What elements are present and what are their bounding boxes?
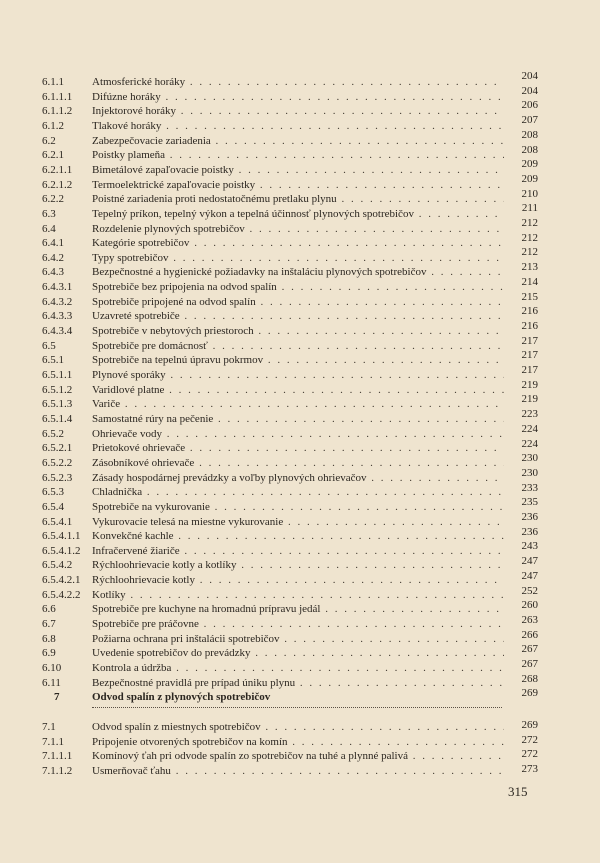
toc-entry	[42, 187, 542, 206]
toc-entry	[42, 70, 542, 89]
chapter-number: 7	[54, 691, 60, 703]
toc-entry-title: Bezpečnostné pravidlá pre prípad úniku plynu . . .	[92, 676, 504, 690]
toc-entry	[42, 658, 542, 675]
toc-entry	[42, 114, 542, 133]
toc-entry-page: 267	[521, 658, 538, 670]
toc-entry-title: Odvod spalín z miestnych spotrebičov . . .	[92, 720, 504, 734]
toc-entry-page: 208	[521, 143, 538, 156]
toc-entry-page: 252	[521, 584, 538, 597]
toc-entry-page: 272	[521, 733, 538, 746]
toc-entry-number: 6.5.1.3	[42, 398, 73, 411]
toc-entry-page: 243	[521, 540, 538, 553]
toc-entry-page: 209	[521, 158, 538, 171]
toc-entry-number: 6.3	[42, 207, 56, 220]
toc-entry-title: Poistné zariadenia proti nedostatočnému pretlaku plynu . . .	[92, 192, 504, 206]
toc-entry-page: 216	[521, 319, 538, 332]
toc-entry	[42, 437, 542, 455]
toc-entry-title: Chladnička . . .	[92, 485, 504, 499]
toc-entry-title: Rýchloohrievacie kotly . . .	[92, 573, 504, 587]
toc-entry-title: Uzavreté spotrebiče . . .	[92, 309, 504, 323]
toc-entry-page: 230	[521, 466, 538, 479]
toc-entry-title: Poistky plameňa . . .	[92, 148, 504, 162]
toc-entry-number: 6.7	[42, 618, 56, 631]
toc-entry-number: 6.6	[42, 603, 56, 616]
toc-entry-number: 7.1	[42, 721, 56, 733]
toc-entry-page: 272	[521, 748, 538, 761]
toc-entry-title: Tepelný príkon, tepelný výkon a tepelná účinnosť plynových spotrebičov . . .	[92, 207, 504, 221]
toc-entry-number: 6.10	[42, 662, 62, 674]
toc-entry-title: Kategórie spotrebičov . . .	[92, 236, 504, 250]
toc-entry-number: 6.1.1	[42, 76, 64, 88]
toc-entry-number: 6.5.2.3	[42, 471, 73, 484]
toc-entry-number: 6.5.2.1	[42, 442, 73, 455]
toc-entry-page: 219	[521, 378, 538, 391]
toc-entry-number: 6.2.1.1	[42, 163, 73, 176]
toc-entry-page: 211	[521, 202, 538, 215]
toc-entry	[42, 319, 542, 338]
toc-entry	[42, 584, 542, 602]
toc-entry-page: 212	[521, 217, 538, 229]
toc-entry-page: 269	[521, 719, 538, 731]
toc-entry	[42, 128, 542, 148]
toc-entry-page: 216	[521, 305, 538, 318]
toc-entry-page: 212	[521, 246, 538, 259]
toc-entry-page: 204	[521, 70, 538, 82]
toc-entry-number: 6.2	[42, 134, 56, 147]
toc-entry-page: 224	[521, 437, 538, 450]
toc-entry-title: Rozdelenie plynových spotrebičov . . .	[92, 222, 504, 236]
toc-entry-number: 6.4.3.2	[42, 295, 73, 308]
toc-entry-page: 217	[521, 349, 538, 362]
toc-entry-title: Injektorové horáky . . .	[92, 104, 504, 118]
toc-entry-page: 204	[521, 84, 538, 97]
toc-entry-number: 6.2.2	[42, 193, 64, 206]
toc-entry-number: 7.1.1	[42, 735, 64, 748]
toc-entry	[42, 569, 542, 587]
toc-entry-page: 273	[521, 763, 538, 776]
toc-entry	[42, 378, 542, 397]
toc-entry-page: 217	[521, 334, 538, 347]
toc-entry	[42, 511, 542, 529]
toc-entry-title: Rýchloohrievacie kotly a kotlíky . . .	[92, 558, 504, 572]
toc-entry	[42, 202, 542, 221]
toc-entry-title: Atmosferické horáky . . .	[92, 75, 504, 89]
toc-entry-title: Prietokové ohrievače . . .	[92, 441, 504, 455]
toc-entry-number: 6.2.1	[42, 149, 64, 162]
toc-entry	[42, 672, 542, 690]
toc-entry-title: Bimetálové zapaľovacie poistky . . .	[92, 163, 504, 177]
toc-entry	[42, 349, 542, 367]
toc-entry	[42, 720, 542, 734]
toc-entry-number: 6.4.1	[42, 237, 64, 250]
toc-entry-title: Spotrebiče na tepelnú úpravu pokrmov . . .	[92, 353, 504, 367]
toc-entry-title: Difúzne horáky . . .	[92, 90, 504, 104]
toc-entry-number: 6.5.1.2	[42, 383, 73, 396]
toc-entry	[42, 408, 542, 426]
toc-entry-number: 6.5.2.2	[42, 456, 73, 469]
toc-entry-number: 6.11	[42, 676, 61, 689]
chapter-page: 269	[521, 687, 538, 699]
toc-entry-title: Ohrievače vody . . .	[92, 427, 504, 441]
toc-entry	[42, 334, 542, 353]
toc-entry-page: 236	[521, 525, 538, 538]
toc-entry-title: Vykurovacie telesá na miestne vykurovanie . . .	[92, 515, 504, 529]
toc-entry-page: 208	[521, 128, 538, 141]
toc-entry-page: 263	[521, 613, 538, 626]
toc-entry-title: Termoelektrické zapaľovacie poistky . . .	[92, 178, 504, 192]
toc-entry-page: 219	[521, 393, 538, 406]
toc-entry	[42, 496, 542, 514]
toc-entry	[42, 749, 542, 763]
toc-entry-number: 6.4.2	[42, 251, 64, 264]
toc-entry-page: 224	[521, 422, 538, 435]
toc-entry-page: 230	[521, 452, 538, 465]
toc-entry-number: 6.8	[42, 632, 56, 645]
toc-entry-number: 6.4.3.3	[42, 310, 73, 323]
toc-entry-number: 6.4.3.1	[42, 281, 73, 294]
toc-entry-page: 210	[521, 187, 538, 200]
toc-entry-page: 223	[521, 408, 538, 421]
toc-entry	[42, 555, 542, 572]
toc-entry	[42, 540, 542, 558]
toc-entry-number: 6.5.4	[42, 500, 64, 513]
toc-entry	[42, 481, 542, 499]
toc-entry	[42, 452, 542, 470]
toc-entry-page: 207	[521, 114, 538, 127]
toc-entry-page: 247	[521, 569, 538, 582]
toc-entry-number: 6.5.3	[42, 486, 64, 499]
toc-entry	[42, 764, 542, 778]
toc-entry-title: Spotrebiče na vykurovanie . . .	[92, 500, 504, 514]
toc-entry	[42, 217, 542, 236]
toc-entry	[42, 393, 542, 411]
toc-entry-title: Požiarna ochrana pri inštalácii spotrebičov . . .	[92, 632, 504, 646]
toc-entry-number: 6.9	[42, 647, 56, 660]
toc-entry-number: 7.1.1.1	[42, 750, 73, 763]
toc-entry	[42, 364, 542, 382]
toc-entry-title: Varidlové platne . . .	[92, 383, 504, 397]
toc-entry-title: Spotrebiče pre domácnosť . . .	[92, 339, 504, 353]
toc-entry-number: 6.5.2	[42, 427, 64, 440]
toc-entry-title: Usmerňovač ťahu . . .	[92, 764, 504, 778]
toc-entry-title: Zabezpečovacie zariadenia . . .	[92, 134, 504, 148]
toc-entry	[42, 143, 542, 162]
toc-entry-number: 6.4.3.4	[42, 325, 73, 338]
toc-entry-number: 6.5.4.1.2	[42, 544, 81, 557]
chapter-rule	[92, 707, 502, 708]
toc-entry-page: 212	[521, 231, 538, 244]
toc-entry	[42, 172, 542, 192]
toc-entry	[42, 275, 542, 294]
toc-entry	[42, 613, 542, 631]
toc-entry	[42, 735, 542, 749]
toc-entry-number: 6.5.4.2.1	[42, 574, 81, 587]
toc-entry-page: 267	[521, 643, 538, 656]
toc-entry-title: Zásady hospodárnej prevádzky a voľby plynových ohrievačov . . .	[92, 471, 504, 485]
toc-entry-title: Spotrebiče pre kuchyne na hromadnú prípravu jedál . . .	[92, 602, 504, 616]
toc-entry-number: 6.4	[42, 222, 56, 235]
toc-entry	[42, 231, 542, 250]
toc-entry-title: Plynové sporáky . . .	[92, 368, 504, 382]
toc-entry	[42, 246, 542, 265]
toc-entry	[42, 158, 542, 177]
toc-entry	[42, 525, 542, 543]
toc-entry-title: Kontrola a údržba . . .	[92, 661, 504, 675]
toc-entry-number: 6.2.1.2	[42, 178, 73, 191]
toc-entry-title: Spotrebiče pripojené na odvod spalín . . .	[92, 295, 504, 309]
toc-entry-number: 6.5.4.1.1	[42, 530, 81, 543]
toc-entry	[42, 290, 542, 309]
toc-entry-title: Typy spotrebičov . . .	[92, 251, 504, 265]
toc-entry-page: 215	[521, 290, 538, 303]
toc-entry-title: Spotrebiče pre práčovne . . .	[92, 617, 504, 631]
toc-entry-number: 6.1.1.2	[42, 105, 73, 118]
toc-entry	[42, 84, 542, 104]
toc-entry-number: 6.5.4.1	[42, 515, 73, 528]
chapter-title: Odvod spalín z plynových spotrebičov	[92, 691, 271, 703]
toc-entry	[42, 261, 542, 279]
page-number: 315	[508, 784, 528, 799]
toc-entry-page: 266	[521, 628, 538, 641]
toc-entry-title: Spotrebiče v nebytových priestoroch . . .	[92, 324, 504, 338]
toc-entry-page: 209	[521, 172, 538, 185]
toc-entry-page: 236	[521, 511, 538, 523]
toc-entry-title: Zásobníkové ohrievače . . .	[92, 456, 504, 470]
toc-entry-title: Pripojenie otvorených spotrebičov na komín . . .	[92, 735, 504, 749]
toc-entry-number: 7.1.1.2	[42, 765, 73, 778]
toc-entry-number: 6.1.2	[42, 119, 64, 132]
toc-entry-page: 206	[521, 99, 538, 112]
toc-entry	[42, 643, 542, 660]
toc-entry-title: Uvedenie spotrebičov do prevádzky . . .	[92, 646, 504, 660]
toc-entry-page: 213	[521, 261, 538, 274]
toc-entry-page: 214	[521, 275, 538, 288]
toc-entry-title: Konvekčné kachle . . .	[92, 529, 504, 543]
toc-entry-title: Infračervené žiariče . . .	[92, 544, 504, 558]
toc-entry-title: Variče . . .	[92, 397, 504, 411]
toc-entry-title: Kotlíky . . .	[92, 588, 504, 602]
toc-entry	[42, 466, 542, 485]
toc-entry-number: 6.5.1.4	[42, 412, 73, 425]
toc-entry-number: 6.5.4.2.2	[42, 588, 81, 601]
toc-entry-number: 6.5	[42, 339, 56, 352]
toc-entry-page: 235	[521, 496, 538, 509]
toc-entry	[42, 305, 542, 323]
toc-entry-title: Spotrebiče bez pripojenia na odvod spalín . . .	[92, 280, 504, 294]
toc-entry-number: 6.5.1.1	[42, 369, 73, 381]
toc-entry-page: 217	[521, 364, 538, 376]
toc-entry	[42, 628, 542, 646]
toc-entry-number: 6.5.1	[42, 354, 64, 367]
toc-entry	[42, 422, 542, 441]
toc-entry-title: Bezpečnostné a hygienické požiadavky na inštaláciu plynových spotrebičov . . .	[92, 265, 504, 279]
toc-entry-title: Tlakové horáky . . .	[92, 119, 504, 133]
toc-entry	[42, 99, 542, 118]
toc-entry-number: 6.4.3	[42, 266, 64, 279]
chapter-heading	[42, 687, 542, 704]
toc-entry-page: 247	[521, 555, 538, 568]
toc-entry-number: 6.5.4.2	[42, 559, 73, 572]
toc-entry	[42, 599, 542, 616]
toc-entry-number: 6.1.1.1	[42, 90, 73, 103]
toc-entry-page: 260	[521, 599, 538, 612]
toc-entry-page: 268	[521, 672, 538, 685]
toc-entry-page: 233	[521, 481, 538, 494]
toc-entry-title: Samostatné rúry na pečenie . . .	[92, 412, 504, 426]
toc-entry-title: Komínový ťah pri odvode spalín zo spotrebičov na tuhé a plynné palivá . . .	[92, 749, 504, 763]
